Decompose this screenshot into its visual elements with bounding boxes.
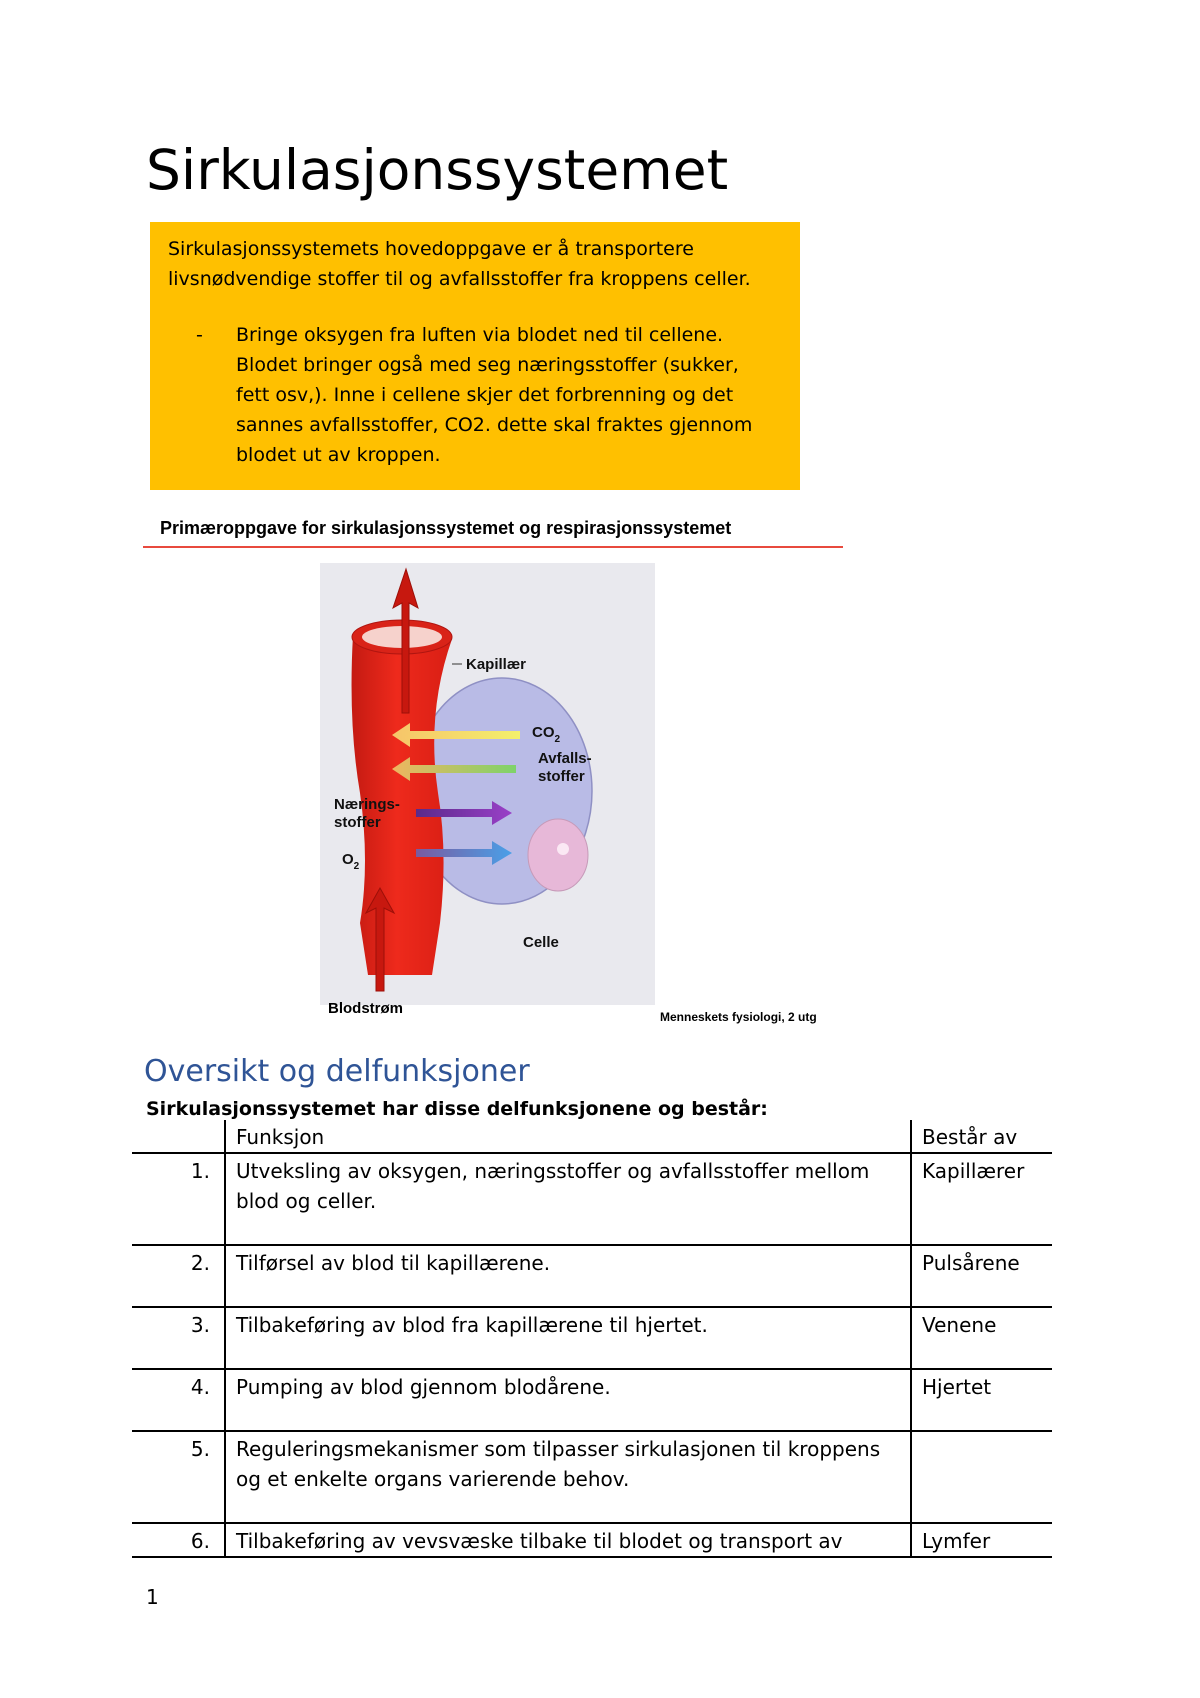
label-naering-2: stoffer (334, 814, 381, 831)
row-num: 3. (132, 1307, 225, 1369)
highlight-text: Sirkulasjonssystemets hovedoppgave er å transportere livsnødvendige stoffer til og avfallsstoffer fra kroppens celler. (168, 238, 751, 290)
row-function: Tilbakeføring av blod fra kapillærene til hjertet. (225, 1307, 911, 1369)
nucleolus-shape (557, 843, 569, 855)
row-consists: Kapillærer (911, 1153, 1052, 1245)
bullet-marker: - (196, 324, 203, 346)
table-header-row (132, 1120, 1052, 1153)
header-num (132, 1120, 225, 1153)
row-consists (911, 1431, 1052, 1523)
figure-credit: Menneskets fysiologi, 2 utg (660, 1010, 817, 1024)
row-num: 1. (132, 1153, 225, 1245)
section-intro: Sirkulasjonssystemet har disse delfunksjonene og består: (146, 1098, 768, 1120)
label-blodstrom-text: Blodstrøm (328, 1000, 403, 1017)
bullet-item (168, 320, 780, 470)
label-celle: Celle (523, 934, 559, 951)
figure-title-rule (143, 546, 843, 548)
nucleus-shape (528, 819, 588, 891)
row-consists: Hjertet (911, 1369, 1052, 1431)
label-avfall-1: Avfalls- (538, 750, 592, 767)
row-consists: Venene (911, 1307, 1052, 1369)
table-row (132, 1245, 1052, 1307)
label-co2: $CO_2$ (532, 724, 561, 745)
page-number: 1 (146, 1585, 159, 1609)
page-title: Sirkulasjonssystemet (146, 138, 729, 202)
label-avfall-2: stoffer (538, 768, 585, 785)
row-num: 5. (132, 1431, 225, 1523)
label-o2: $O_2$ (342, 851, 360, 872)
row-function: Utveksling av oksygen, næringsstoffer og avfallsstoffer mellom blod og celler. (225, 1153, 911, 1245)
row-function: Tilbakeføring av vevsvæske tilbake til blodet og transport av (225, 1523, 911, 1557)
row-function: Pumping av blod gjennom blodårene. (225, 1369, 911, 1431)
table-row (132, 1153, 1052, 1245)
row-function: Reguleringsmekanismer som tilpasser sirkulasjonen til kroppens og et enkelte organs varierende behov. (225, 1431, 911, 1523)
row-function: Tilførsel av blod til kapillærene. (225, 1245, 911, 1307)
figure-title: Primæroppgave for sirkulasjonssystemet og respirasjonssystemet (160, 518, 732, 538)
section-heading: Oversikt og delfunksjoner (144, 1054, 530, 1089)
table-row (132, 1369, 1052, 1431)
bullet-text: Bringe oksygen fra luften via blodet ned til cellene. Blodet bringer også med seg næringsstoffer (sukker, fett osv,). Inne i cellene skjer det forbrenning og det sannes avfallsstoffer, CO2. dette skal fraktes gjennom blodet ut av kroppen. (236, 324, 753, 466)
highlight-box (150, 222, 800, 490)
header-consists: Består av (911, 1120, 1052, 1153)
table-row (132, 1307, 1052, 1369)
row-num: 6. (132, 1523, 225, 1557)
table-row (132, 1523, 1052, 1557)
circulation-diagram (320, 563, 655, 1005)
table-row (132, 1431, 1052, 1523)
header-function: Funksjon (225, 1120, 911, 1153)
label-kapillaer: Kapillær (466, 656, 527, 673)
function-table (132, 1120, 1052, 1558)
row-num: 2. (132, 1245, 225, 1307)
row-num: 4. (132, 1369, 225, 1431)
row-consists: Pulsårene (911, 1245, 1052, 1307)
label-naering-1: Nærings- (334, 796, 400, 813)
row-consists: Lymfer (911, 1523, 1052, 1557)
